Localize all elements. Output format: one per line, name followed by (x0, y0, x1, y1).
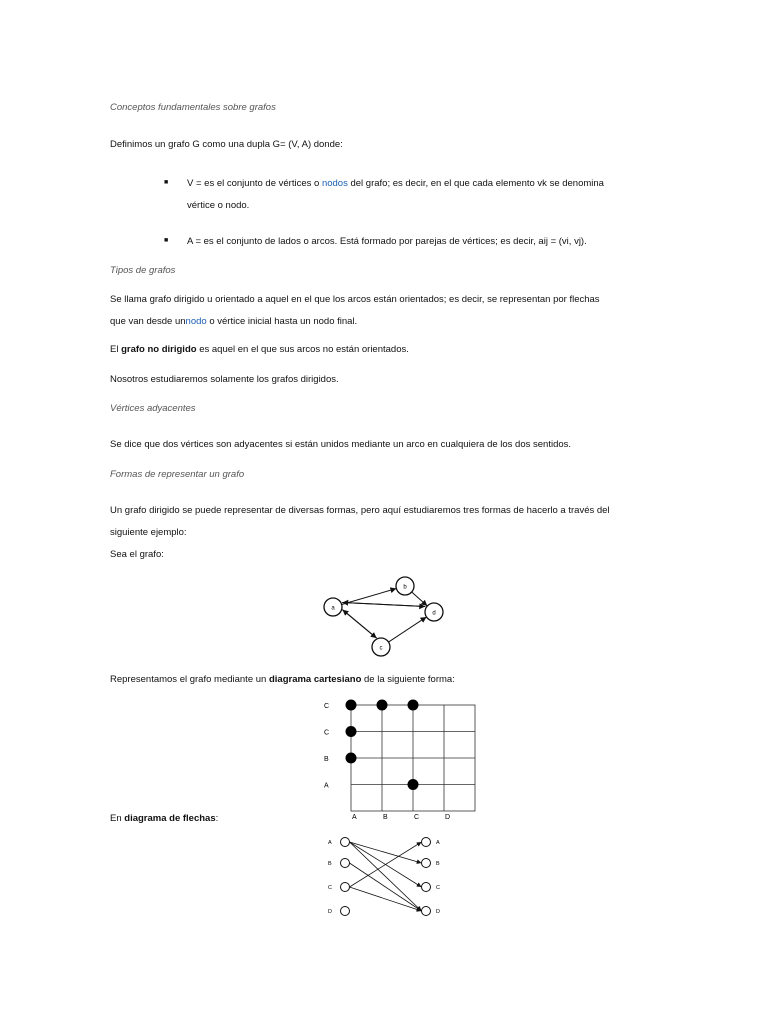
right-node (422, 838, 431, 847)
bullet-v-text (187, 178, 604, 190)
node-label-b: b (403, 584, 407, 591)
edge-c-a (342, 610, 376, 638)
cartesiano-part1: Representamos el grafo mediante un (110, 674, 269, 685)
col-label: C (414, 814, 420, 821)
heading-tipos: Tipos de grafos (110, 265, 176, 276)
cartesiano-text (110, 674, 455, 686)
left-node (341, 883, 350, 892)
right-node (422, 859, 431, 868)
bullet-v-part2: del grafo; es decir, en el que cada elemento vk se denomina (347, 178, 604, 189)
left-node (341, 907, 350, 916)
col-label: D (445, 814, 451, 821)
cartesian-dot (408, 700, 419, 711)
definicion-text: Definimos un grafo G como una dupla G= (V, A) donde: (110, 139, 343, 150)
no-dirigido-part2: es aquel en el que sus arcos no están orientados. (196, 344, 409, 355)
right-node (422, 883, 431, 892)
formas-line1: Un grafo dirigido se puede representar de diversas formas, pero aquí estudiaremos tres formas de hacerlo a través del (110, 505, 610, 516)
col-label: A (352, 814, 357, 821)
flechas-part1: En (110, 813, 125, 824)
cartesian-dot (377, 700, 388, 711)
adyacentes-text: Se dice que dos vértices son adyacentes si están unidos mediante un arco en cualquiera de los dos sentidos. (110, 439, 572, 450)
dirigido-line1: Se llama grafo dirigido u orientado a aquel en el que los arcos están orientados; es decir, se representan por flechas (110, 294, 600, 305)
edge-d-a (342, 602, 425, 606)
no-dirigido-bold: grafo no dirigido (121, 344, 197, 355)
cartesian-diagram (310, 695, 460, 821)
row-label: C (324, 703, 330, 710)
row-label: C (324, 729, 330, 737)
heading-conceptos: Conceptos fundamentales sobre grafos (110, 102, 276, 113)
cartesian-dot (408, 779, 419, 790)
estudiaremos-text: Nosotros estudiaremos solamente los grafos dirigidos. (110, 374, 339, 385)
bullet-v-line2: vértice o nodo. (187, 200, 250, 211)
nodo-link[interactable]: nodo (185, 316, 207, 327)
cartesiano-part2: de la siguiente forma: (361, 674, 455, 685)
heading-formas: Formas de representar un grafo (110, 469, 245, 480)
dirigido-part2: o vértice inicial hasta un nodo final. (206, 316, 358, 327)
right-label: C (436, 885, 440, 891)
bullet-v-part1: V = es el conjunto de vértices o (187, 178, 322, 189)
left-node (341, 838, 350, 847)
bullet-a-text: A = es el conjunto de lados o arcos. Está formado por parejas de vértices; es decir, aij = (vi, vj). (187, 236, 587, 247)
directed-graph-figure (300, 560, 470, 670)
arrow-diagram (320, 832, 450, 922)
left-node (341, 859, 350, 868)
right-node (422, 907, 431, 916)
bullet-marker: ■ (164, 237, 169, 244)
node-label-a: a (331, 605, 335, 612)
arrow-C-D (350, 887, 422, 911)
left-label: C (328, 885, 332, 891)
cartesian-dot (346, 753, 357, 764)
node-label-d: d (432, 610, 436, 617)
row-label: B (324, 756, 329, 763)
edge-b-d (412, 592, 428, 606)
cartesiano-bold: diagrama cartesiano (268, 674, 362, 685)
right-label: B (436, 861, 440, 867)
edge-c-d (389, 617, 427, 642)
sea-el-grafo-text: Sea el grafo: (110, 549, 164, 560)
right-label: A (436, 840, 440, 846)
dirigido-part1: que van desde un (110, 316, 186, 327)
nodos-link[interactable]: nodos (321, 178, 348, 189)
bullet-marker: ■ (164, 179, 169, 186)
formas-line2: siguiente ejemplo: (110, 527, 187, 538)
no-dirigido-part1: El (110, 344, 122, 355)
left-label: B (328, 861, 332, 867)
edge-a-b (342, 589, 397, 605)
dirigido-line2 (110, 316, 357, 328)
left-label: A (328, 840, 332, 846)
flechas-bold: diagrama de flechas (124, 813, 216, 824)
flechas-text (110, 813, 218, 825)
cartesian-dot (346, 726, 357, 737)
row-label: A (324, 782, 329, 790)
no-dirigido-text (110, 344, 409, 356)
node-label-c: c (379, 645, 383, 652)
cartesian-dot (346, 700, 357, 711)
flechas-part2: : (215, 813, 219, 824)
right-label: D (436, 909, 440, 915)
left-label: D (328, 909, 332, 915)
arrow-B-D (350, 863, 422, 911)
heading-vertices: Vértices adyacentes (110, 403, 196, 414)
col-label: B (383, 814, 388, 821)
